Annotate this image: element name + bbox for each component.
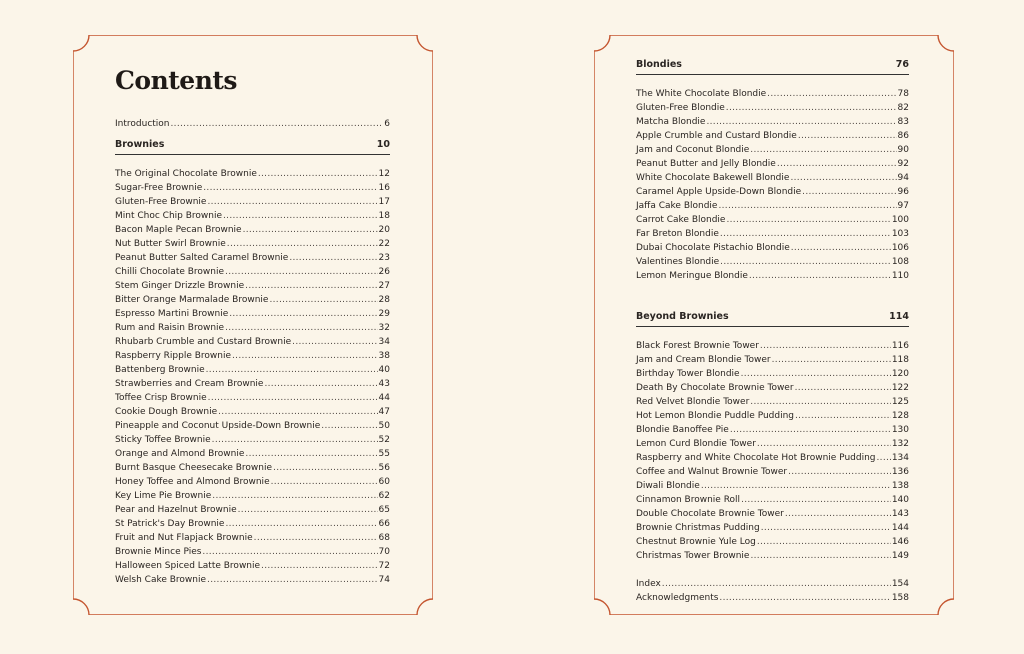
toc-entry-page: 140 — [891, 495, 909, 505]
dot-leader — [243, 223, 378, 237]
toc-entry[interactable] — [115, 335, 390, 349]
dot-leader — [802, 185, 896, 199]
toc-entry[interactable] — [636, 535, 909, 549]
dot-leader — [757, 437, 891, 451]
toc-entry-page: 103 — [891, 229, 909, 239]
toc-entry[interactable] — [115, 307, 390, 321]
toc-entry-label: Bitter Orange Marmalade Brownie — [115, 295, 269, 305]
toc-entry-page: 16 — [378, 183, 390, 193]
toc-entry-label: White Chocolate Bakewell Blondie — [636, 173, 790, 183]
toc-entry[interactable] — [636, 339, 909, 353]
toc-entry-page: 66 — [378, 519, 390, 529]
toc-entry-label: Carrot Cake Blondie — [636, 215, 726, 225]
toc-entry-page: 40 — [378, 365, 390, 375]
dot-leader — [229, 307, 377, 321]
dot-leader — [254, 531, 378, 545]
toc-entry-label: Raspberry and White Chocolate Hot Brownie Pudding — [636, 453, 876, 463]
toc-entry-page: 22 — [378, 239, 390, 249]
toc-entry-label: St Patrick's Day Brownie — [115, 519, 225, 529]
toc-entry-label: The Original Chocolate Brownie — [115, 169, 257, 179]
toc-entry-label: Bacon Maple Pecan Brownie — [115, 225, 242, 235]
toc-entry[interactable] — [115, 573, 390, 587]
dot-leader — [706, 115, 896, 129]
dot-leader — [273, 461, 378, 475]
toc-entry-label: Caramel Apple Upside-Down Blondie — [636, 187, 802, 197]
toc-entry-label: Raspberry Ripple Brownie — [115, 351, 232, 361]
toc-entry-label: Fruit and Nut Flapjack Brownie — [115, 533, 253, 543]
dot-leader — [225, 265, 378, 279]
section-heading-brownies[interactable] — [115, 135, 390, 155]
toc-entry-page: 120 — [891, 369, 909, 379]
toc-entry-page: 50 — [378, 421, 390, 431]
toc-entry[interactable] — [115, 279, 390, 293]
toc-entry-label: Brownie Mince Pies — [115, 547, 202, 557]
toc-entry-label: Peanut Butter and Jelly Blondie — [636, 159, 776, 169]
toc-entry-label: Acknowledgments — [636, 593, 719, 603]
toc-entry-page: 27 — [378, 281, 390, 291]
dot-leader — [749, 269, 891, 283]
toc-entry[interactable] — [115, 209, 390, 223]
toc-entry[interactable] — [636, 493, 909, 507]
section-title: Brownies — [115, 139, 165, 150]
toc-entry-label: Battenberg Brownie — [115, 365, 205, 375]
toc-entry-label: Rum and Raisin Brownie — [115, 323, 225, 333]
toc-entry-page: 122 — [891, 383, 909, 393]
toc-entry[interactable] — [115, 251, 390, 265]
toc-entry[interactable] — [115, 167, 390, 181]
toc-entry-page: 138 — [891, 481, 909, 491]
toc-entry-label: Rhubarb Crumble and Custard Brownie — [115, 337, 292, 347]
toc-entry[interactable] — [636, 423, 909, 437]
toc-entry-page: 60 — [378, 477, 390, 487]
toc-entry[interactable] — [636, 157, 909, 171]
toc-entry-label: Black Forest Brownie Tower — [636, 341, 759, 351]
toc-entry-page: 74 — [378, 575, 390, 585]
toc-entry-page: 94 — [897, 173, 909, 183]
toc-entry-page: 132 — [891, 439, 909, 449]
toc-entry-label: Stem Ginger Drizzle Brownie — [115, 281, 245, 291]
toc-entry-page: 17 — [378, 197, 390, 207]
toc-entry-page: 52 — [378, 435, 390, 445]
toc-entry-page: 47 — [378, 407, 390, 417]
dot-leader — [720, 227, 891, 241]
toc-entry[interactable] — [636, 129, 909, 143]
dot-leader — [212, 433, 378, 447]
dot-leader — [203, 181, 377, 195]
dot-leader — [720, 255, 891, 269]
toc-entry[interactable] — [115, 321, 390, 335]
toc-entry-label: Jam and Coconut Blondie — [636, 145, 750, 155]
brownies-list — [115, 167, 390, 587]
toc-entry-page: 62 — [378, 491, 390, 501]
dot-leader — [795, 409, 891, 423]
toc-entry-label: Espresso Martini Brownie — [115, 309, 229, 319]
toc-entry-label: Valentines Blondie — [636, 257, 720, 267]
toc-entry[interactable] — [115, 517, 390, 531]
toc-entry-page: 149 — [891, 551, 909, 561]
toc-entry-page: 118 — [891, 355, 909, 365]
toc-entry-page: 83 — [897, 117, 909, 127]
toc-entry[interactable] — [636, 437, 909, 451]
toc-entry-page: 43 — [378, 379, 390, 389]
dot-leader — [207, 573, 378, 587]
toc-entry-label: Chilli Chocolate Brownie — [115, 267, 225, 277]
toc-entry-page: 23 — [378, 253, 390, 263]
toc-entry-page: 28 — [378, 295, 390, 305]
toc-entry[interactable] — [115, 237, 390, 251]
toc-entry[interactable] — [115, 363, 390, 377]
toc-entry-label: Apple Crumble and Custard Blondie — [636, 131, 797, 141]
dot-leader — [264, 377, 377, 391]
dot-leader — [292, 335, 377, 349]
toc-entry-label: Jam and Cream Blondie Tower — [636, 355, 771, 365]
toc-entry-label: Strawberries and Cream Brownie — [115, 379, 264, 389]
toc-entry-label: Pear and Hazelnut Brownie — [115, 505, 237, 515]
toc-entry[interactable] — [636, 255, 909, 269]
toc-entry-page: 100 — [891, 215, 909, 225]
toc-entry[interactable] — [115, 391, 390, 405]
toc-entry[interactable] — [636, 185, 909, 199]
section-page: 76 — [895, 59, 909, 70]
toc-entry[interactable] — [636, 115, 909, 129]
dot-leader — [791, 241, 891, 255]
toc-entry-page: 32 — [378, 323, 390, 333]
toc-entry[interactable] — [636, 171, 909, 185]
dot-leader — [767, 87, 896, 101]
toc-entry-label: Coffee and Walnut Brownie Tower — [636, 467, 788, 477]
section-page: 114 — [889, 311, 909, 322]
dot-leader — [795, 381, 891, 395]
toc-entry-label: Diwali Blondie — [636, 481, 700, 491]
dot-leader — [750, 549, 890, 563]
page-title: Contents — [115, 66, 238, 95]
toc-entry-page: 20 — [378, 225, 390, 235]
section-page: 10 — [376, 139, 390, 150]
beyond-brownies-list — [636, 339, 909, 563]
dot-leader — [208, 391, 378, 405]
toc-entry-label: Birthday Tower Blondie — [636, 369, 740, 379]
blondies-list — [636, 87, 909, 283]
toc-entry-label: Christmas Tower Brownie — [636, 551, 750, 561]
toc-entry-page: 136 — [891, 467, 909, 477]
dot-leader — [772, 353, 891, 367]
dot-leader — [788, 465, 891, 479]
section-heading-beyond-brownies[interactable] — [636, 307, 909, 327]
toc-entry[interactable] — [115, 405, 390, 419]
toc-entry-label: Double Chocolate Brownie Tower — [636, 509, 784, 519]
toc-entry-label: The White Chocolate Blondie — [636, 89, 767, 99]
dot-leader — [750, 395, 891, 409]
section-title: Beyond Brownies — [636, 311, 729, 322]
toc-entry-page: 125 — [891, 397, 909, 407]
toc-entry-page: 65 — [378, 505, 390, 515]
toc-entry-label: Sticky Toffee Brownie — [115, 435, 211, 445]
toc-entry[interactable] — [636, 591, 909, 605]
back-matter-list — [636, 577, 909, 605]
toc-entry-label: Death By Chocolate Brownie Tower — [636, 383, 794, 393]
dot-leader — [662, 577, 891, 591]
dot-leader — [258, 167, 378, 181]
dot-leader — [171, 117, 384, 131]
dot-leader — [718, 199, 896, 213]
toc-entry-page: 34 — [378, 337, 390, 347]
toc-entry-label: Halloween Spiced Latte Brownie — [115, 561, 261, 571]
dot-leader — [726, 101, 897, 115]
toc-entry-page: 158 — [891, 593, 909, 603]
toc-entry-label: Nut Butter Swirl Brownie — [115, 239, 226, 249]
toc-entry-page: 6 — [384, 119, 390, 129]
toc-entry-page: 146 — [891, 537, 909, 547]
dot-leader — [245, 447, 377, 461]
toc-entry[interactable] — [636, 199, 909, 213]
toc-entry-page: 72 — [378, 561, 390, 571]
dot-leader — [785, 507, 891, 521]
toc-entry[interactable] — [115, 433, 390, 447]
toc-entry[interactable] — [636, 353, 909, 367]
toc-entry-label: Pineapple and Coconut Upside-Down Brownie — [115, 421, 321, 431]
dot-leader — [223, 209, 378, 223]
toc-entry-label: Gluten-Free Blondie — [636, 103, 725, 113]
toc-entry-label: Matcha Blondie — [636, 117, 706, 127]
toc-entry-page: 128 — [891, 411, 909, 421]
toc-entry[interactable] — [115, 461, 390, 475]
contents-right — [636, 55, 909, 605]
toc-entry-label: Key Lime Pie Brownie — [115, 491, 212, 501]
toc-entry[interactable] — [636, 451, 909, 465]
toc-entry[interactable] — [115, 377, 390, 391]
toc-entry-page: 134 — [891, 453, 909, 463]
dot-leader — [741, 493, 891, 507]
toc-entry[interactable] — [115, 195, 390, 209]
toc-entry-label: Dubai Chocolate Pistachio Blondie — [636, 243, 790, 253]
toc-entry[interactable] — [115, 419, 390, 433]
dot-leader — [757, 535, 891, 549]
toc-entry-label: Introduction — [115, 119, 170, 129]
dot-leader — [218, 405, 377, 419]
dot-leader — [760, 339, 891, 353]
toc-entry-label: Honey Toffee and Almond Brownie — [115, 477, 270, 487]
toc-entry-page: 44 — [378, 393, 390, 403]
dot-leader — [798, 129, 897, 143]
toc-entry-label: Blondie Banoffee Pie — [636, 425, 729, 435]
toc-entry-label: Index — [636, 579, 661, 589]
toc-entry-page: 143 — [891, 509, 909, 519]
dot-leader — [232, 349, 378, 363]
dot-leader — [238, 503, 378, 517]
toc-entry[interactable] — [115, 489, 390, 503]
dot-leader — [726, 213, 890, 227]
toc-entry[interactable] — [636, 507, 909, 521]
toc-entry-label: Chestnut Brownie Yule Log — [636, 537, 756, 547]
toc-entry-page: 92 — [897, 159, 909, 169]
section-heading-blondies[interactable] — [636, 55, 909, 75]
toc-entry[interactable] — [636, 269, 909, 283]
toc-entry[interactable] — [636, 521, 909, 535]
toc-entry-label: Hot Lemon Blondie Puddle Pudding — [636, 411, 795, 421]
toc-entry[interactable] — [115, 293, 390, 307]
toc-entry[interactable] — [115, 223, 390, 237]
dot-leader — [289, 251, 377, 265]
toc-entry[interactable] — [636, 395, 909, 409]
dot-leader — [271, 475, 378, 489]
toc-entry-page: 108 — [891, 257, 909, 267]
toc-entry-label: Mint Choc Chip Brownie — [115, 211, 223, 221]
toc-entry-label: Peanut Butter Salted Caramel Brownie — [115, 253, 289, 263]
toc-entry-label: Red Velvet Blondie Tower — [636, 397, 750, 407]
dot-leader — [701, 479, 891, 493]
toc-entry-page: 78 — [897, 89, 909, 99]
dot-leader — [719, 591, 890, 605]
toc-entry[interactable] — [115, 447, 390, 461]
dot-leader — [877, 451, 891, 465]
toc-entry-page: 12 — [378, 169, 390, 179]
toc-entry-page: 96 — [897, 187, 909, 197]
toc-entry[interactable] — [636, 367, 909, 381]
toc-entry[interactable] — [636, 213, 909, 227]
toc-entry[interactable] — [115, 265, 390, 279]
toc-entry-page: 130 — [891, 425, 909, 435]
toc-entry-label: Brownie Christmas Pudding — [636, 523, 760, 533]
toc-entry[interactable] — [636, 549, 909, 563]
toc-entry-page: 26 — [378, 267, 390, 277]
toc-entry-label: Gluten-Free Brownie — [115, 197, 207, 207]
toc-entry-page: 86 — [897, 131, 909, 141]
dot-leader — [321, 419, 377, 433]
dot-leader — [790, 171, 896, 185]
dot-leader — [777, 157, 897, 171]
toc-entry-page: 70 — [378, 547, 390, 557]
toc-entry-label: Orange and Almond Brownie — [115, 449, 245, 459]
toc-entry-introduction[interactable] — [115, 117, 390, 131]
dot-leader — [750, 143, 896, 157]
dot-leader — [741, 367, 891, 381]
toc-entry-label: Burnt Basque Cheesecake Brownie — [115, 463, 273, 473]
toc-entry-page: 55 — [378, 449, 390, 459]
dot-leader — [225, 321, 377, 335]
toc-entry-label: Cookie Dough Brownie — [115, 407, 218, 417]
toc-entry-page: 116 — [891, 341, 909, 351]
toc-entry-page: 97 — [897, 201, 909, 211]
dot-leader — [202, 545, 377, 559]
toc-entry[interactable] — [115, 545, 390, 559]
toc-entry-page: 82 — [897, 103, 909, 113]
toc-entry-label: Welsh Cake Brownie — [115, 575, 207, 585]
toc-entry-page: 18 — [378, 211, 390, 221]
dot-leader — [761, 521, 891, 535]
toc-entry-label: Lemon Curd Blondie Tower — [636, 439, 756, 449]
right-page — [594, 35, 954, 615]
toc-entry-page: 106 — [891, 243, 909, 253]
toc-entry-label: Cinnamon Brownie Roll — [636, 495, 741, 505]
toc-entry-label: Jaffa Cake Blondie — [636, 201, 718, 211]
left-page — [73, 35, 433, 615]
dot-leader — [227, 237, 378, 251]
toc-entry-label: Far Breton Blondie — [636, 229, 719, 239]
toc-entry-label: Sugar-Free Brownie — [115, 183, 203, 193]
dot-leader — [207, 195, 377, 209]
dot-leader — [206, 363, 378, 377]
toc-entry-page: 144 — [891, 523, 909, 533]
dot-leader — [225, 517, 377, 531]
toc-entry-page: 56 — [378, 463, 390, 473]
section-title: Blondies — [636, 59, 682, 70]
toc-entry[interactable] — [115, 559, 390, 573]
toc-entry[interactable] — [636, 479, 909, 493]
dot-leader — [261, 559, 378, 573]
dot-leader — [245, 279, 377, 293]
toc-entry-page: 90 — [897, 145, 909, 155]
dot-leader — [269, 293, 377, 307]
toc-entry[interactable] — [636, 381, 909, 395]
toc-entry-page: 29 — [378, 309, 390, 319]
toc-entry[interactable] — [636, 87, 909, 101]
toc-entry-page: 68 — [378, 533, 390, 543]
toc-entry[interactable] — [115, 181, 390, 195]
dot-leader — [730, 423, 891, 437]
toc-entry[interactable] — [115, 503, 390, 517]
toc-entry[interactable] — [636, 227, 909, 241]
toc-entry-page: 38 — [378, 351, 390, 361]
toc-entry[interactable] — [115, 349, 390, 363]
toc-entry-label: Toffee Crisp Brownie — [115, 393, 207, 403]
contents-left — [115, 65, 390, 587]
toc-entry[interactable] — [115, 531, 390, 545]
toc-entry[interactable] — [636, 577, 909, 591]
dot-leader — [212, 489, 377, 503]
toc-entry[interactable] — [636, 409, 909, 423]
toc-entry[interactable] — [636, 143, 909, 157]
toc-entry-page: 110 — [891, 271, 909, 281]
toc-entry-label: Lemon Meringue Blondie — [636, 271, 748, 281]
toc-entry[interactable] — [636, 465, 909, 479]
toc-entry[interactable] — [115, 475, 390, 489]
toc-entry[interactable] — [636, 101, 909, 115]
toc-entry-page: 154 — [891, 579, 909, 589]
toc-entry[interactable] — [636, 241, 909, 255]
